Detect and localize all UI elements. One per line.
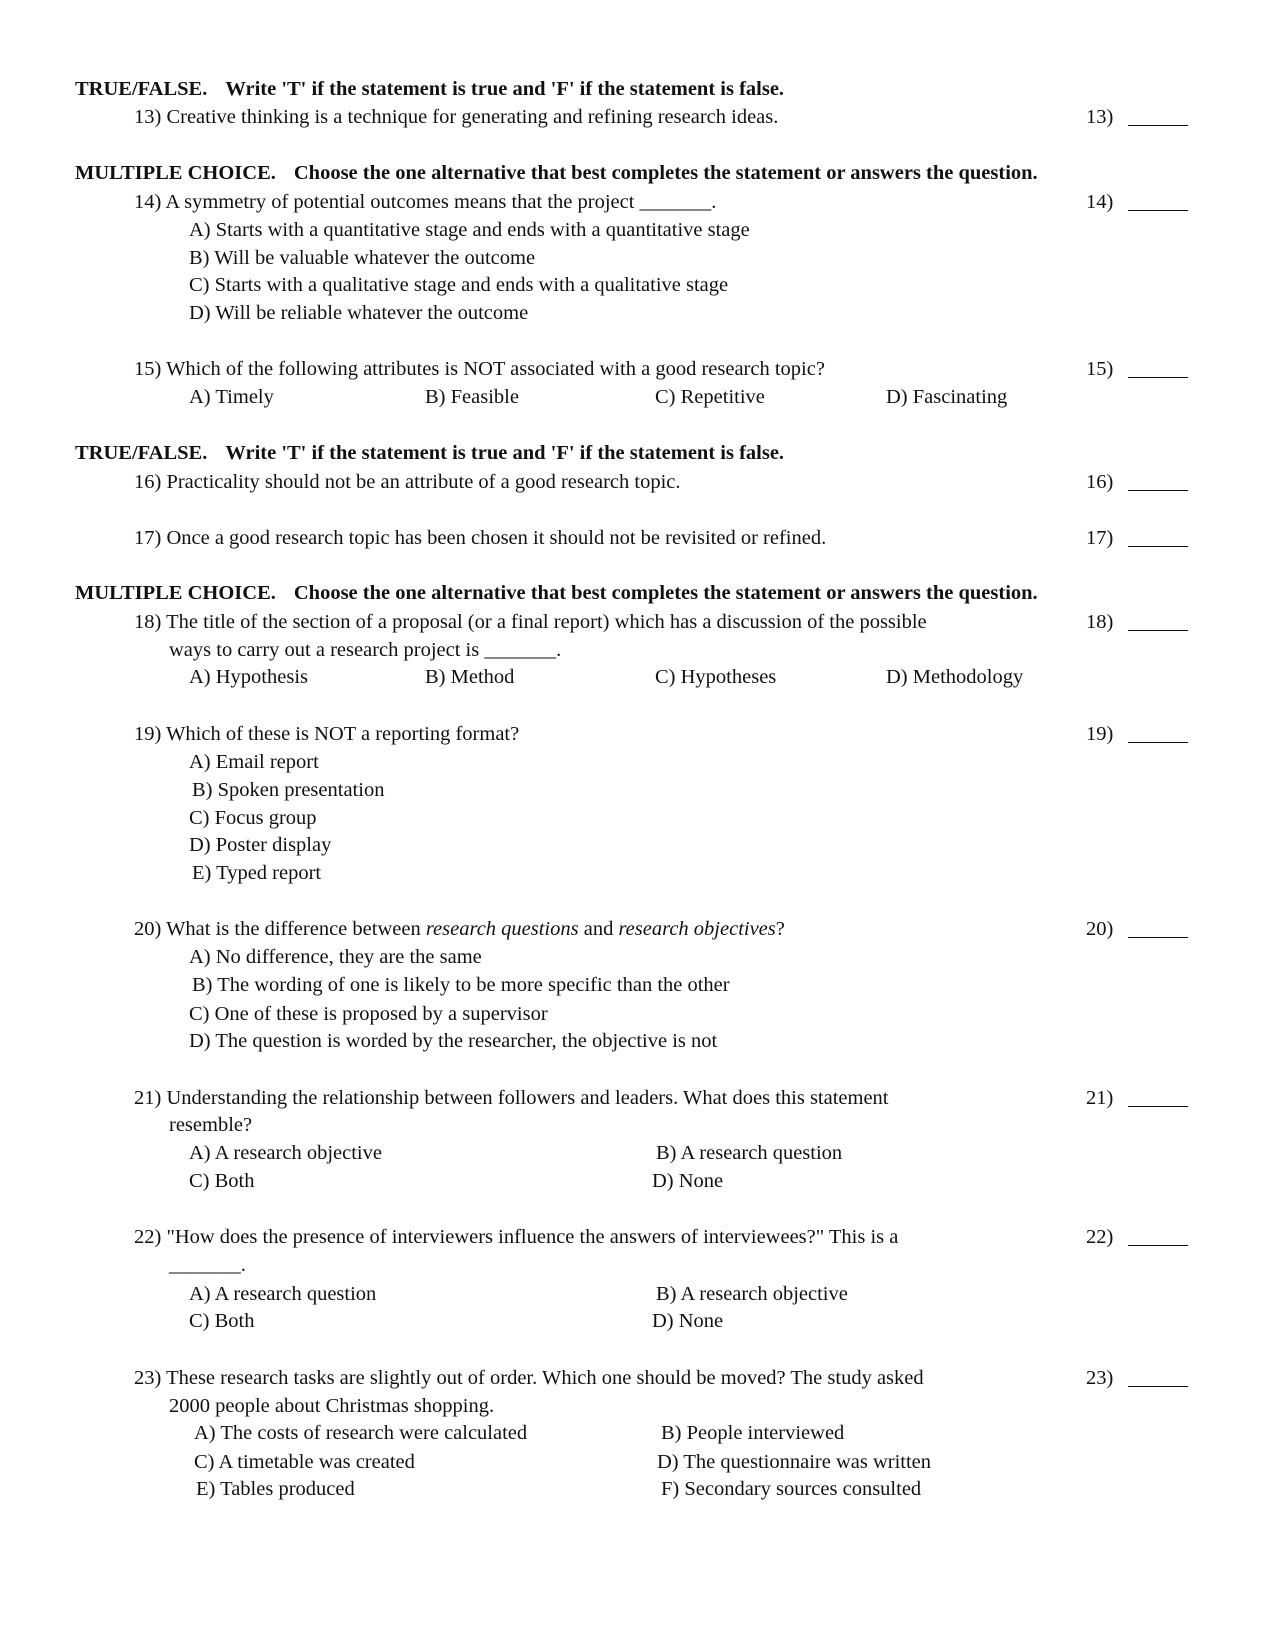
answer-blank-15[interactable]: [1128, 357, 1188, 378]
section-instructions: Write 'T' if the statement is true and 'F' if the statement is false.: [225, 78, 785, 100]
answer-blank-20[interactable]: [1128, 917, 1188, 938]
text: ?: [775, 918, 785, 940]
answer-blank-19[interactable]: [1128, 722, 1188, 743]
option: C) Hypotheses: [655, 666, 777, 688]
option: B) Will be valuable whatever the outcome: [189, 247, 536, 269]
question-19-text: 19) Which of these is NOT a reporting format?: [134, 723, 520, 745]
question-23-text-cont: 2000 people about Christmas shopping.: [169, 1395, 495, 1417]
option: E) Typed report: [192, 862, 322, 884]
answer-number-17: 17): [1086, 527, 1114, 549]
option: A) A research objective: [189, 1142, 382, 1164]
option: D) None: [652, 1310, 724, 1332]
section-title: MULTIPLE CHOICE.: [75, 582, 276, 604]
answer-number-14: 14): [1086, 191, 1114, 213]
option: D) The questionnaire was written: [657, 1451, 932, 1473]
answer-blank-21[interactable]: [1128, 1086, 1188, 1107]
answer-blank-13[interactable]: [1128, 105, 1188, 126]
option: B) The wording of one is likely to be more specific than the other: [192, 974, 730, 996]
option: D) Methodology: [886, 666, 1024, 688]
option: D) None: [652, 1170, 724, 1192]
option: B) Feasible: [425, 386, 519, 408]
section-header-multiple-choice: [75, 581, 1038, 605]
option: C) Focus group: [189, 807, 317, 829]
question-18-text-cont: ways to carry out a research project is _______.: [169, 639, 562, 661]
answer-number-20: 20): [1086, 918, 1114, 940]
section-header-true-false: [75, 441, 784, 465]
question-23-text: 23) These research tasks are slightly out of order. Which one should be moved? The study asked: [134, 1367, 924, 1389]
text: and: [578, 918, 619, 940]
italic-term: research questions: [425, 918, 579, 940]
section-title: MULTIPLE CHOICE.: [75, 162, 276, 184]
section-instructions: Write 'T' if the statement is true and 'F' if the statement is false.: [225, 442, 785, 464]
answer-number-16: 16): [1086, 471, 1114, 493]
option: D) Will be reliable whatever the outcome: [189, 302, 529, 324]
section-instructions: Choose the one alternative that best completes the statement or answers the question.: [293, 582, 1038, 604]
option: D) Poster display: [189, 834, 332, 856]
answer-blank-23[interactable]: [1128, 1366, 1188, 1387]
section-header-multiple-choice: [75, 161, 1038, 185]
section-title: TRUE/FALSE.: [75, 78, 208, 100]
question-22-text: 22) "How does the presence of interviewers influence the answers of interviewees?" This is a: [134, 1226, 899, 1248]
option: E) Tables produced: [196, 1478, 355, 1500]
question-18-text: 18) The title of the section of a proposal (or a final report) which has a discussion of the possible: [134, 611, 927, 633]
option: D) The question is worded by the researcher, the objective is not: [189, 1030, 718, 1052]
question-21-text: 21) Understanding the relationship between followers and leaders. What does this statement: [134, 1087, 889, 1109]
option: B) A research objective: [656, 1283, 848, 1305]
question-20-text: [134, 917, 785, 941]
question-16-text: 16) Practicality should not be an attribute of a good research topic.: [134, 471, 681, 493]
answer-number-18: 18): [1086, 611, 1114, 633]
answer-number-13: 13): [1086, 106, 1114, 128]
question-22-text-cont: _______.: [169, 1254, 246, 1276]
answer-number-19: 19): [1086, 723, 1114, 745]
italic-term: research objectives: [618, 918, 776, 940]
option: B) Method: [425, 666, 515, 688]
option: A) A research question: [189, 1283, 377, 1305]
option: C) Starts with a qualitative stage and ends with a qualitative stage: [189, 274, 729, 296]
section-title: TRUE/FALSE.: [75, 442, 208, 464]
question-17-text: 17) Once a good research topic has been chosen it should not be revisited or refined.: [134, 527, 827, 549]
section-instructions: Choose the one alternative that best completes the statement or answers the question.: [293, 162, 1038, 184]
section-header-true-false: [75, 77, 784, 101]
answer-number-23: 23): [1086, 1367, 1114, 1389]
answer-number-21: 21): [1086, 1087, 1114, 1109]
question-13-text: 13) Creative thinking is a technique for generating and refining research ideas.: [134, 106, 779, 128]
option: F) Secondary sources consulted: [661, 1478, 922, 1500]
option: A) Starts with a quantitative stage and ends with a quantitative stage: [189, 219, 750, 241]
answer-number-22: 22): [1086, 1226, 1114, 1248]
option: B) A research question: [656, 1142, 843, 1164]
option: A) Timely: [189, 386, 274, 408]
option: C) One of these is proposed by a supervisor: [189, 1003, 548, 1025]
option: C) Repetitive: [655, 386, 765, 408]
option: A) The costs of research were calculated: [194, 1422, 528, 1444]
answer-blank-14[interactable]: [1128, 190, 1188, 211]
option: A) Hypothesis: [189, 666, 309, 688]
question-15-text: 15) Which of the following attributes is NOT associated with a good research topic?: [134, 358, 825, 380]
option: B) People interviewed: [661, 1422, 845, 1444]
option: C) Both: [189, 1310, 255, 1332]
answer-blank-17[interactable]: [1128, 526, 1188, 547]
option: A) Email report: [189, 751, 319, 773]
option: C) A timetable was created: [194, 1451, 415, 1473]
answer-blank-18[interactable]: [1128, 610, 1188, 631]
answer-number-15: 15): [1086, 358, 1114, 380]
answer-blank-16[interactable]: [1128, 470, 1188, 491]
text: 20) What is the difference between: [134, 918, 426, 940]
answer-blank-22[interactable]: [1128, 1225, 1188, 1246]
question-21-text-cont: resemble?: [169, 1114, 253, 1136]
option: B) Spoken presentation: [192, 779, 385, 801]
option: C) Both: [189, 1170, 255, 1192]
option: D) Fascinating: [886, 386, 1008, 408]
option: A) No difference, they are the same: [189, 946, 482, 968]
question-14-text: 14) A symmetry of potential outcomes means that the project _______.: [134, 191, 717, 213]
